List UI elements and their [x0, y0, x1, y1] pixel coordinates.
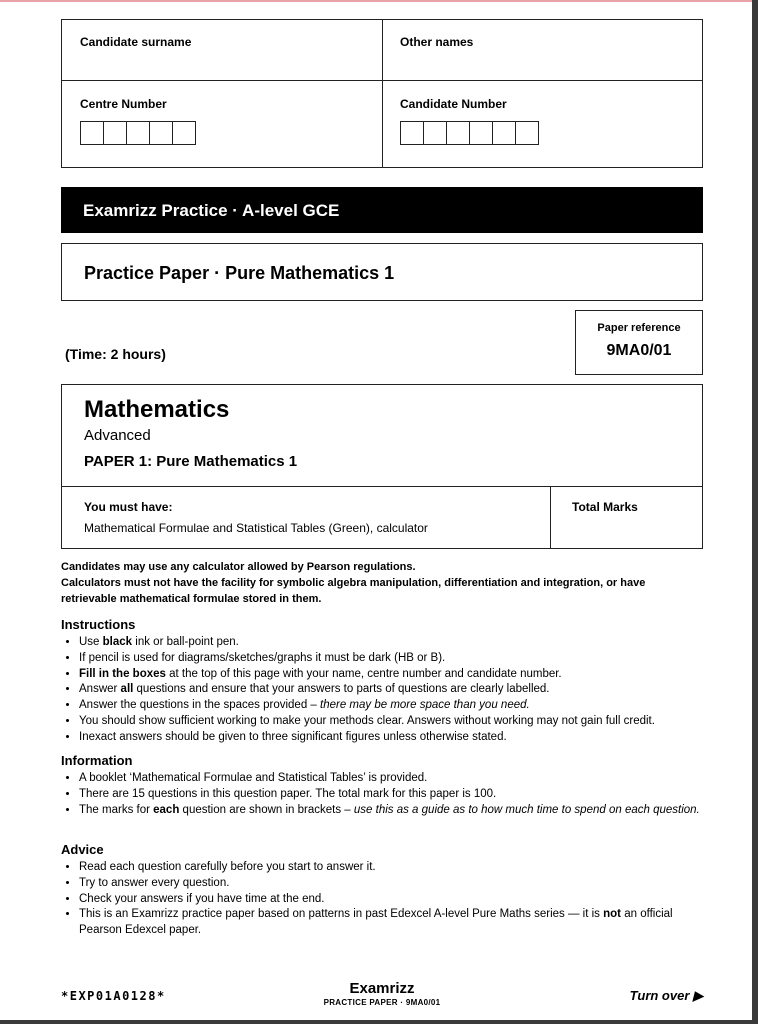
item-text-pre: This is an Examrizz practice paper based on patterns in past Edexcel A-level Pure Maths series — it is [79, 908, 604, 921]
total-marks-label: Total Marks [572, 500, 638, 514]
footer-paper-code: PRACTICE PAPER · 9MA0/01 [323, 998, 441, 1007]
digit-box[interactable] [103, 121, 127, 145]
must-have-label: You must have: [84, 500, 173, 514]
item-text-pre: A booklet ‘Mathematical Formulae and Statistical Tables’ is provided. [79, 772, 428, 784]
item-text-bold: black [102, 636, 133, 648]
digit-box[interactable] [469, 121, 493, 145]
list-item [79, 730, 703, 746]
footer-brand-block [282, 980, 482, 1007]
subject-level: Advanced [84, 427, 151, 444]
brand-name: Examrizz [349, 980, 415, 997]
item-text-post: an official Pearson Edexcel paper. [79, 908, 673, 937]
paper-reference-label: Paper reference [597, 322, 681, 334]
section-heading: Information [61, 753, 133, 768]
centre-number-label: Centre Number [80, 97, 167, 111]
turn-over-link[interactable]: Turn over ▶ [629, 988, 703, 1003]
other-names-label: Other names [400, 35, 474, 49]
section-heading: Instructions [61, 617, 136, 632]
exam-board-banner: Examrizz Practice · A-level GCE [61, 187, 703, 233]
item-text-pre: The marks for [79, 803, 154, 816]
paper-name: PAPER 1: Pure Mathematics 1 [84, 453, 298, 470]
item-text-pre: Answer [79, 683, 121, 696]
item-text-pre: Read each question carefully before you start to answer it. [79, 861, 376, 873]
item-text-pre: If pencil is used for diagrams/sketches/graphs it must be dark (HB or B). [79, 651, 446, 664]
item-text-bold: all [120, 683, 134, 696]
list-item [79, 787, 703, 803]
item-text-pre: Use [79, 636, 103, 648]
item-text-italic: use this as a guide as to how much time to spend on each question. [353, 803, 700, 816]
item-text-bold: not [603, 908, 622, 921]
subject-divider [62, 486, 702, 487]
list-item [79, 907, 703, 939]
list-item [79, 698, 703, 714]
candidate-number-boxes[interactable] [400, 121, 538, 145]
centre-number-boxes[interactable] [80, 121, 195, 145]
list-item [79, 876, 703, 892]
list-item [79, 771, 703, 787]
item-text-bold: Fill in the boxes [79, 667, 166, 680]
paper-reference-code: 9MA0/01 [606, 342, 672, 359]
list-item [79, 860, 703, 876]
digit-box[interactable] [492, 121, 516, 145]
instructions-list [61, 635, 703, 746]
digit-box[interactable] [400, 121, 424, 145]
item-text-italic: there may be more space than you need. [320, 699, 530, 712]
information-section [61, 753, 703, 818]
item-text-post: at the top of this page with your name, centre number and candidate number. [165, 667, 562, 680]
digit-box[interactable] [126, 121, 150, 145]
item-text-pre: Answer the questions in the spaces provided – [79, 699, 321, 712]
calculator-note: Calculators must not have the facility for symbolic algebra manipulation, differentiation and integration, or have retrievable mathematical formulae stored in them. [61, 577, 646, 605]
grid-divider [382, 20, 383, 167]
advice-list [61, 860, 703, 939]
time-allowed: (Time: 2 hours) [65, 346, 166, 362]
must-have-text: Mathematical Formulae and Statistical Tables (Green), calculator [84, 521, 428, 535]
digit-box[interactable] [515, 121, 539, 145]
item-text-post: ink or ball-point pen. [132, 636, 239, 648]
subject-box [61, 384, 703, 549]
subject-name: Mathematics [84, 396, 230, 423]
advice-section [61, 842, 703, 939]
grid-divider [62, 80, 702, 81]
item-text-pre: There are 15 questions in this question paper. The total mark for this paper is 100. [79, 787, 497, 800]
list-item [79, 714, 703, 730]
list-item [79, 682, 703, 698]
digit-box[interactable] [423, 121, 447, 145]
instructions-section [61, 617, 703, 746]
information-list [61, 771, 703, 818]
candidate-details-grid [61, 19, 703, 168]
item-text-pre: Inexact answers should be given to three significant figures unless otherwise stated. [79, 730, 507, 743]
list-item [79, 635, 703, 651]
digit-box[interactable] [149, 121, 173, 145]
item-text-pre: Try to answer every question. [79, 876, 230, 889]
list-item [79, 651, 703, 667]
digit-box[interactable] [172, 121, 196, 145]
item-text-post: questions and ensure that your answers to parts of questions are clearly labelled. [133, 683, 550, 696]
item-text-post: question are shown in brackets – [179, 803, 354, 816]
list-item [79, 803, 703, 819]
paper-reference-box [575, 310, 703, 375]
calculator-note: Candidates may use any calculator allowed by Pearson regulations. [61, 561, 416, 573]
section-heading: Advice [61, 842, 104, 857]
candidate-surname-label: Candidate surname [80, 35, 192, 49]
item-text-pre: You should show sufficient working to make your methods clear. Answers without working may not gain full credit. [79, 714, 655, 727]
barcode-text: *EXP01A0128* [61, 989, 166, 1003]
subject-divider [550, 486, 551, 548]
digit-box[interactable] [80, 121, 104, 145]
digit-box[interactable] [446, 121, 470, 145]
calculator-notes [61, 559, 703, 607]
item-text-pre: Check your answers if you have time at the end. [79, 892, 325, 905]
list-item [79, 892, 703, 908]
candidate-number-label: Candidate Number [400, 97, 507, 111]
item-text-bold: each [153, 803, 180, 816]
paper-title: Practice Paper · Pure Mathematics 1 [61, 243, 703, 301]
list-item [79, 667, 703, 683]
